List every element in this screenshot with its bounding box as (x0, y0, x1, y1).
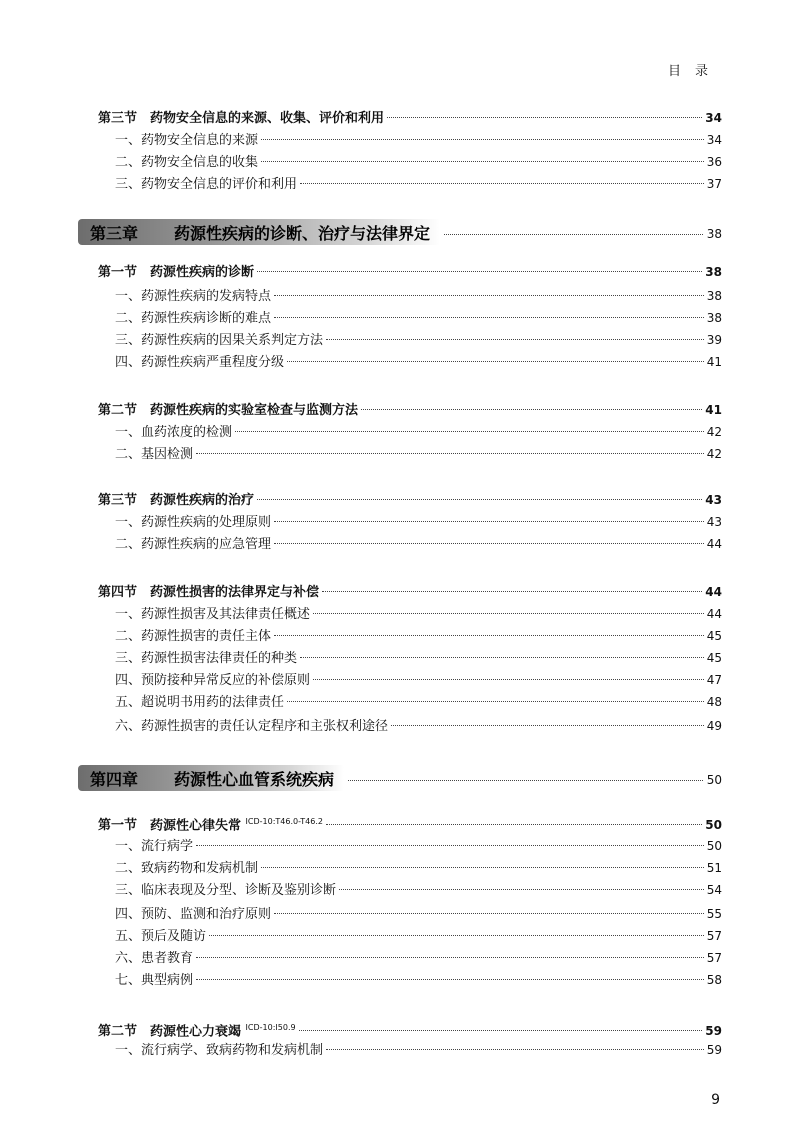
entry-page: 45 (706, 651, 722, 665)
leader-dots (261, 139, 704, 140)
leader-dots (313, 613, 704, 614)
entry-title: 二、药源性损害的责任主体 (115, 629, 272, 644)
entry-label (115, 423, 232, 443)
toc-item[interactable] (115, 152, 722, 172)
leader-dots (235, 431, 704, 432)
chapter-title: 药源性心血管系统疾病 (174, 769, 335, 789)
chapter-heading[interactable] (78, 765, 722, 791)
entry-page: 45 (706, 629, 722, 643)
entry-title: 药物安全信息的来源、收集、评价和利用 (150, 111, 385, 126)
entry-title: 五、超说明书用药的法律责任 (115, 695, 285, 710)
section-number: 第三节 (98, 493, 138, 508)
section-entry[interactable] (98, 812, 722, 832)
entry-page: 48 (706, 695, 722, 709)
section-number: 第一节 (98, 818, 138, 834)
leader-dots (196, 957, 704, 958)
toc-item[interactable] (115, 330, 722, 350)
toc-item[interactable] (115, 904, 722, 924)
entry-title: 七、典型病例 (115, 973, 194, 988)
running-header: 目录 (667, 64, 722, 79)
entry-label (115, 693, 284, 713)
entry-page: 41 (705, 403, 722, 417)
toc-item[interactable] (115, 970, 722, 990)
leader-dots (261, 161, 704, 162)
entry-label (98, 812, 323, 836)
leader-dots (196, 453, 704, 454)
toc-item[interactable] (115, 948, 722, 968)
toc-item[interactable] (115, 604, 722, 624)
entry-page: 37 (706, 177, 722, 191)
entry-label (115, 445, 193, 465)
section-entry[interactable] (98, 262, 722, 282)
leader-dots (326, 339, 704, 340)
leader-dots (287, 361, 704, 362)
entry-page: 42 (706, 425, 722, 439)
entry-label (115, 859, 258, 879)
leader-dots (326, 1049, 704, 1050)
entry-page: 43 (705, 493, 722, 507)
toc-item[interactable] (115, 926, 722, 946)
toc-item[interactable] (115, 1040, 722, 1060)
leader-dots (196, 979, 704, 980)
entry-label (115, 671, 310, 691)
entry-label (115, 605, 310, 625)
leader-dots (274, 521, 704, 522)
leader-dots (257, 271, 702, 272)
entry-title: 二、致病药物和发病机制 (115, 861, 259, 876)
entry-title: 一、药物安全信息的来源 (115, 133, 259, 148)
entry-title: 四、预防、监测和治疗原则 (115, 907, 272, 922)
leader-dots (274, 317, 704, 318)
entry-title: 三、药源性损害法律责任的种类 (115, 651, 298, 666)
entry-page: 49 (706, 719, 722, 733)
entry-label (115, 331, 323, 351)
entry-title: 四、预防接种异常反应的补偿原则 (115, 673, 311, 688)
toc-item[interactable] (115, 512, 722, 532)
entry-page: 44 (706, 607, 722, 621)
entry-page: 39 (706, 333, 722, 347)
entry-title: 一、药源性损害及其法律责任概述 (115, 607, 311, 622)
chapter-title: 药源性疾病的诊断、治疗与法律界定 (174, 223, 431, 243)
section-number: 第三节 (98, 111, 138, 126)
toc-item[interactable] (115, 858, 722, 878)
leader-dots (322, 591, 702, 592)
icd-code: ICD-10:I50.9 (245, 1023, 296, 1032)
leader-dots (261, 867, 704, 868)
section-number: 第二节 (98, 1024, 138, 1040)
entry-page: 54 (706, 883, 722, 897)
entry-page: 34 (705, 111, 722, 125)
entry-label (115, 649, 297, 669)
leader-dots (257, 499, 702, 500)
entry-title: 药源性疾病的实验室检查与监测方法 (150, 403, 359, 418)
leader-dots (196, 845, 704, 846)
entry-page: 42 (706, 447, 722, 461)
section-number: 第四节 (98, 585, 138, 600)
chapter-page: 38 (706, 227, 722, 241)
leader-dots (391, 725, 704, 726)
entry-title: 一、流行病学、致病药物和发病机制 (115, 1043, 324, 1058)
leader-dots (361, 409, 702, 410)
entry-page: 59 (705, 1024, 722, 1039)
entry-label (115, 153, 258, 173)
entry-title: 药源性心力衰竭 (150, 1024, 242, 1040)
leader-dots (326, 824, 702, 825)
toc-item[interactable] (115, 308, 722, 328)
toc-item[interactable] (115, 534, 722, 554)
entry-title: 药源性疾病的诊断 (150, 265, 255, 280)
chapter-band (78, 765, 344, 791)
chapter-number: 第三章 (90, 223, 139, 243)
toc-item[interactable] (115, 670, 722, 690)
entry-page: 34 (706, 133, 722, 147)
leader-dots (339, 889, 704, 890)
entry-title: 五、预后及随访 (115, 929, 207, 944)
leader-dots (387, 117, 702, 118)
toc-item[interactable] (115, 130, 722, 150)
entry-page: 47 (706, 673, 722, 687)
chapter-page: 50 (706, 773, 722, 787)
entry-label (115, 837, 193, 857)
entry-label (115, 1041, 323, 1061)
entry-label (115, 627, 271, 647)
leader-dots (274, 913, 704, 914)
section-entry[interactable] (98, 490, 722, 510)
toc-item[interactable] (115, 626, 722, 646)
leader-dots (274, 635, 704, 636)
entry-title: 六、患者教育 (115, 951, 194, 966)
section-entry[interactable] (98, 582, 722, 602)
entry-page: 36 (706, 155, 722, 169)
entry-label (115, 309, 271, 329)
leader-dots (300, 183, 704, 184)
entry-page: 59 (706, 1043, 722, 1057)
toc-item[interactable] (115, 880, 722, 900)
entry-title: 一、流行病学 (115, 839, 194, 854)
entry-title: 二、药物安全信息的收集 (115, 155, 259, 170)
entry-title: 一、药源性疾病的处理原则 (115, 515, 272, 530)
entry-title: 二、基因检测 (115, 447, 194, 462)
entry-page: 50 (705, 818, 722, 833)
entry-title: 四、药源性疾病严重程度分级 (115, 355, 285, 370)
entry-title: 药源性心律失常 (150, 818, 242, 834)
leader-dots (274, 295, 704, 296)
entry-page: 43 (706, 515, 722, 529)
entry-title: 药源性疾病的治疗 (150, 493, 255, 508)
entry-label (98, 491, 254, 511)
entry-label (98, 263, 254, 283)
icd-code: ICD-10:T46.0-T46.2 (245, 817, 323, 826)
entry-page: 50 (706, 839, 722, 853)
entry-label (115, 717, 388, 737)
entry-page: 58 (706, 973, 722, 987)
entry-page: 38 (706, 289, 722, 303)
entry-label (115, 927, 206, 947)
entry-page: 57 (706, 929, 722, 943)
entry-title: 三、药物安全信息的评价和利用 (115, 177, 298, 192)
toc-item[interactable] (115, 648, 722, 668)
entry-title: 一、血药浓度的检测 (115, 425, 233, 440)
entry-page: 51 (706, 861, 722, 875)
section-number: 第二节 (98, 403, 138, 418)
entry-label (115, 535, 271, 555)
toc-item[interactable] (115, 836, 722, 856)
section-number: 第一节 (98, 265, 138, 280)
page-number: 9 (711, 1092, 720, 1108)
leader-dots (300, 657, 704, 658)
entry-title: 二、药源性疾病的应急管理 (115, 537, 272, 552)
entry-label (115, 949, 193, 969)
toc-item[interactable] (115, 422, 722, 442)
leader-dots (313, 679, 704, 680)
entry-title: 六、药源性损害的责任认定程序和主张权利途径 (115, 719, 389, 734)
entry-label (115, 971, 193, 991)
section-entry[interactable] (98, 400, 722, 420)
toc-item[interactable] (115, 444, 722, 464)
leader-dots (299, 1030, 703, 1031)
entry-page: 41 (706, 355, 722, 369)
entry-title: 二、药源性疾病诊断的难点 (115, 311, 272, 326)
section-entry[interactable] (98, 1018, 722, 1038)
chapter-number: 第四章 (90, 769, 139, 789)
entry-page: 57 (706, 951, 722, 965)
toc-item[interactable] (115, 286, 722, 306)
entry-label (115, 905, 271, 925)
entry-label (115, 513, 271, 533)
entry-page: 44 (705, 585, 722, 599)
toc-item[interactable] (115, 716, 722, 736)
entry-title: 药源性损害的法律界定与补偿 (150, 585, 320, 600)
entry-title: 三、临床表现及分型、诊断及鉴别诊断 (115, 883, 337, 898)
leader-dots (444, 234, 703, 235)
entry-page: 55 (706, 907, 722, 921)
leader-dots (209, 935, 704, 936)
entry-label (98, 109, 384, 129)
entry-label (98, 583, 319, 603)
entry-label (115, 175, 297, 195)
entry-page: 44 (706, 537, 722, 551)
entry-label (115, 881, 336, 901)
entry-page: 38 (705, 265, 722, 279)
toc-item[interactable] (115, 692, 722, 712)
chapter-band (78, 219, 440, 245)
chapter-heading[interactable] (78, 219, 722, 245)
entry-label (98, 1018, 296, 1042)
entry-label (115, 131, 258, 151)
entry-label (115, 287, 271, 307)
toc-item[interactable] (115, 352, 722, 372)
entry-label (98, 401, 358, 421)
toc-item[interactable] (115, 174, 722, 194)
section-entry[interactable] (98, 108, 722, 128)
leader-dots (287, 701, 704, 702)
leader-dots (274, 543, 704, 544)
leader-dots (348, 780, 703, 781)
entry-title: 三、药源性疾病的因果关系判定方法 (115, 333, 324, 348)
entry-page: 38 (706, 311, 722, 325)
entry-label (115, 353, 284, 373)
entry-title: 一、药源性疾病的发病特点 (115, 289, 272, 304)
